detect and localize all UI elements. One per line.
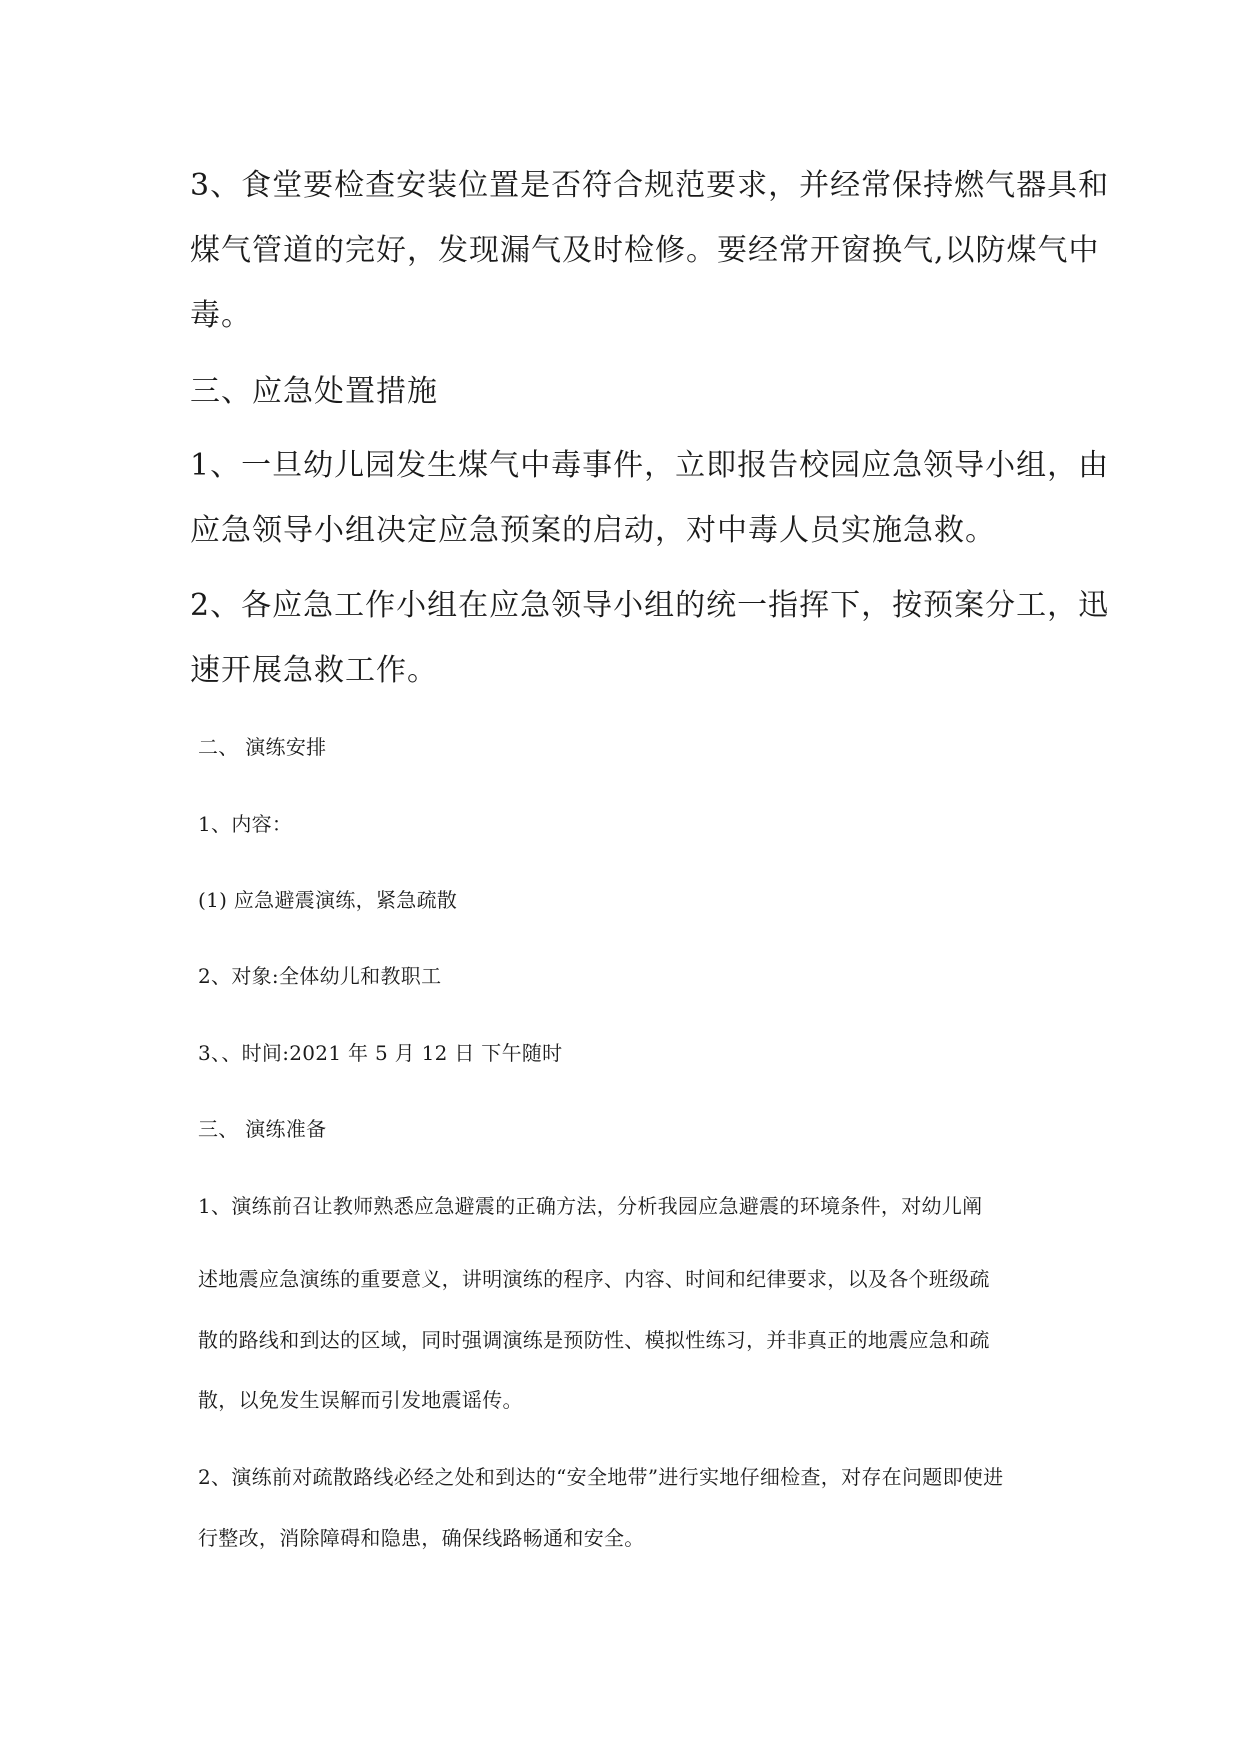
paragraph-line: 速开展急救工作。 — [190, 653, 438, 688]
paragraph-line: 2、演练前对疏散路线必经之处和到达的“安全地带”进行实地仔细检查，对存在问题即使进 — [198, 1465, 1004, 1489]
section-heading: 二、 演练安排 — [198, 735, 327, 759]
paragraph-line: 散，以免发生误解而引发地震谣传。 — [198, 1388, 523, 1412]
paragraph-line: 毒。 — [190, 298, 252, 333]
paragraph-line: 散的路线和到达的区域，同时强调演练是预防性、模拟性练习，并非真正的地震应急和疏 — [198, 1328, 990, 1352]
paragraph-line: 述地震应急演练的重要意义，讲明演练的程序、内容、时间和纪律要求，以及各个班级疏 — [198, 1267, 990, 1291]
section-heading: 三、应急处置措施 — [190, 374, 438, 409]
paragraph-line: 2、各应急工作小组在应急领导小组的统一指挥下，按预案分工，迅 — [190, 588, 1110, 623]
paragraph-line: 1、内容： — [198, 812, 293, 836]
paragraph-line: 应急领导小组决定应急预案的启动，对中毒人员实施急救。 — [190, 513, 996, 548]
paragraph-line: (1) 应急避震演练，紧急疏散 — [198, 888, 458, 912]
paragraph-line: 煤气管道的完好，发现漏气及时检修。要经常开窗换气,以防煤气中 — [190, 233, 1100, 268]
paragraph-line: 1、演练前召让教师熟悉应急避震的正确方法，分析我园应急避震的环境条件，对幼儿阐 — [198, 1194, 983, 1218]
paragraph-line: 2、对象:全体幼儿和教职工 — [198, 964, 442, 988]
section-heading: 三、 演练准备 — [198, 1117, 327, 1141]
paragraph-line: 3、、时间:2021 年 5 月 12 日 下午随时 — [198, 1041, 563, 1065]
paragraph-line: 行整改，消除障碍和隐患，确保线路畅通和安全。 — [198, 1526, 645, 1550]
paragraph-line: 3、食堂要检查安装位置是否符合规范要求，并经常保持燃气器具和 — [190, 168, 1110, 203]
paragraph-line: 1、一旦幼儿园发生煤气中毒事件，立即报告校园应急领导小组，由 — [190, 448, 1110, 483]
